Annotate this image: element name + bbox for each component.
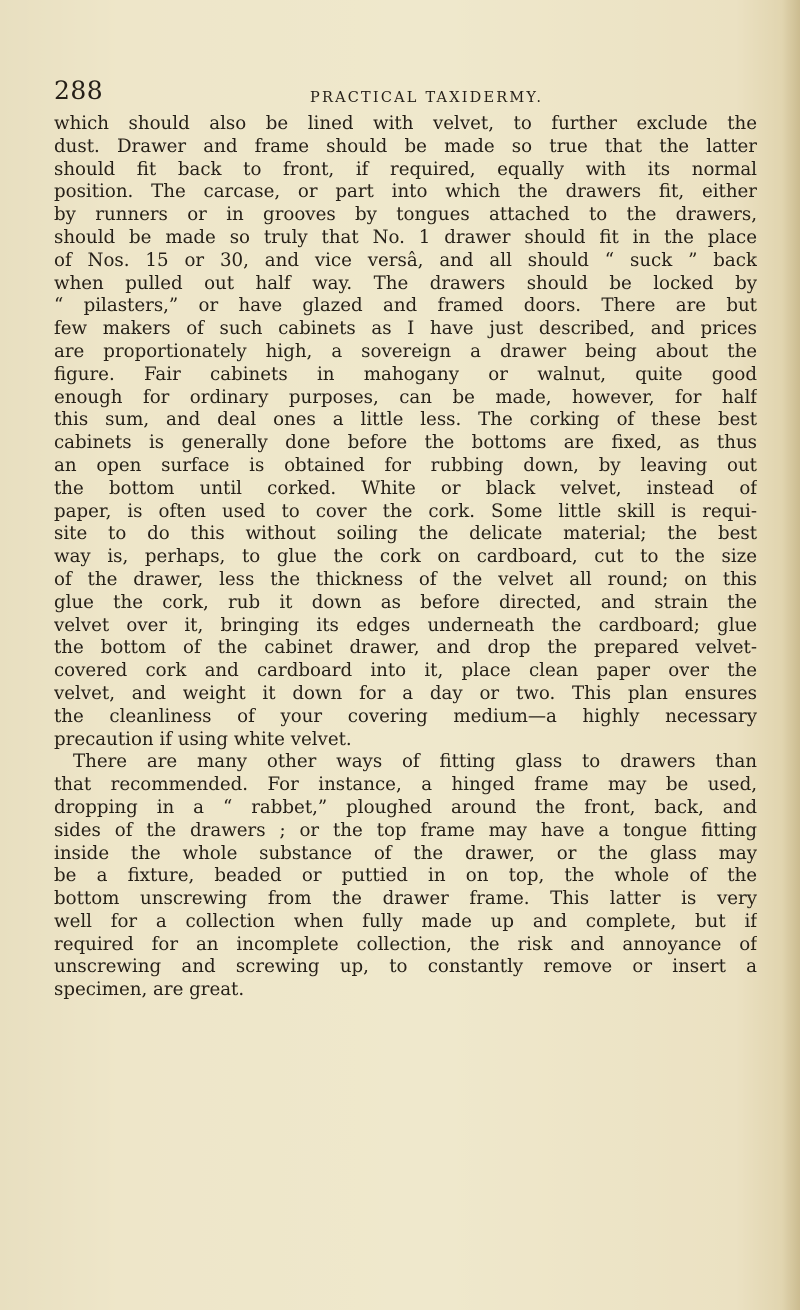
running-title: PRACTICAL TAXIDERMY. [310, 90, 544, 106]
paragraph-end-line: precaution if using white velvet. [54, 728, 352, 750]
text-line: enough for ordinary purposes, can be made, however, for half [54, 386, 757, 408]
text-line: position. The carcase, or part into which the drawers fit, either [54, 181, 757, 203]
text-line: of Nos. 15 or 30, and vice versâ, and all should “ suck ” back [54, 249, 757, 271]
text-line: that recommended. For instance, a hinged frame may be used, [54, 774, 757, 796]
text-line: site to do this without soiling the delicate material; the best [54, 523, 757, 545]
text-line: are proportionately high, a sovereign a drawer being about the [54, 340, 757, 362]
text-line: when pulled out half way. The drawers should be locked by [54, 272, 757, 294]
page-header [54, 76, 754, 110]
text-line: dropping in a “ rabbet,” ploughed around the front, back, and [54, 796, 757, 818]
body-text [54, 113, 757, 1002]
text-line: this sum, and deal ones a little less. The corking of these best [54, 409, 757, 431]
text-line: should fit back to front, if required, equally with its normal [54, 158, 757, 180]
text-line: well for a collection when fully made up and complete, but if [54, 910, 757, 932]
text-line: bottom unscrewing from the drawer frame. This latter is very [54, 888, 757, 910]
text-line: unscrewing and screwing up, to constantly remove or insert a [54, 956, 757, 978]
text-line: should be made so truly that No. 1 drawer should fit in the place [54, 226, 757, 248]
text-line: by runners or in grooves by tongues attached to the drawers, [54, 204, 757, 226]
text-line: be a fixture, beaded or puttied in on top, the whole of the [54, 865, 757, 887]
text-line: cabinets is generally done before the bottoms are fixed, as thus [54, 432, 757, 454]
text-line: way is, perhaps, to glue the cork on cardboard, cut to the size [54, 546, 757, 568]
text-line: inside the whole substance of the drawer, or the glass may [54, 842, 757, 864]
text-line: the bottom of the cabinet drawer, and drop the prepared velvet- [54, 637, 757, 659]
text-line: covered cork and cardboard into it, place clean paper over the [54, 660, 757, 682]
text-line: figure. Fair cabinets in mahogany or walnut, quite good [54, 363, 757, 385]
text-line: sides of the drawers ; or the top frame may have a tongue fitting [54, 819, 757, 841]
paragraph-start-line: There are many other ways of fitting glass to drawers than [73, 751, 757, 773]
text-line: of the drawer, less the thickness of the velvet all round; on this [54, 568, 757, 590]
text-line: required for an incomplete collection, the risk and annoyance of [54, 933, 757, 955]
text-line: the bottom until corked. White or black velvet, instead of [54, 477, 757, 499]
text-line: the cleanliness of your covering medium—a highly necessary [54, 705, 757, 727]
text-line: which should also be lined with velvet, to further exclude the [54, 113, 757, 134]
paragraph-end-line: specimen, are great. [54, 979, 245, 1001]
page-edge-shadow [782, 0, 800, 1310]
text-line: velvet over it, bringing its edges underneath the cardboard; glue [54, 614, 757, 636]
text-line: dust. Drawer and frame should be made so true that the latter [54, 135, 757, 157]
text-line: paper, is often used to cover the cork. Some little skill is requi- [54, 500, 757, 522]
text-line: velvet, and weight it down for a day or two. This plan ensures [54, 682, 757, 704]
text-line: an open surface is obtained for rubbing down, by leaving out [54, 454, 757, 476]
text-line: few makers of such cabinets as I have just described, and prices [54, 318, 757, 340]
text-line: glue the cork, rub it down as before directed, and strain the [54, 591, 757, 613]
page-number: 288 [54, 76, 104, 105]
text-line: “ pilasters,” or have glazed and framed doors. There are but [54, 295, 757, 317]
